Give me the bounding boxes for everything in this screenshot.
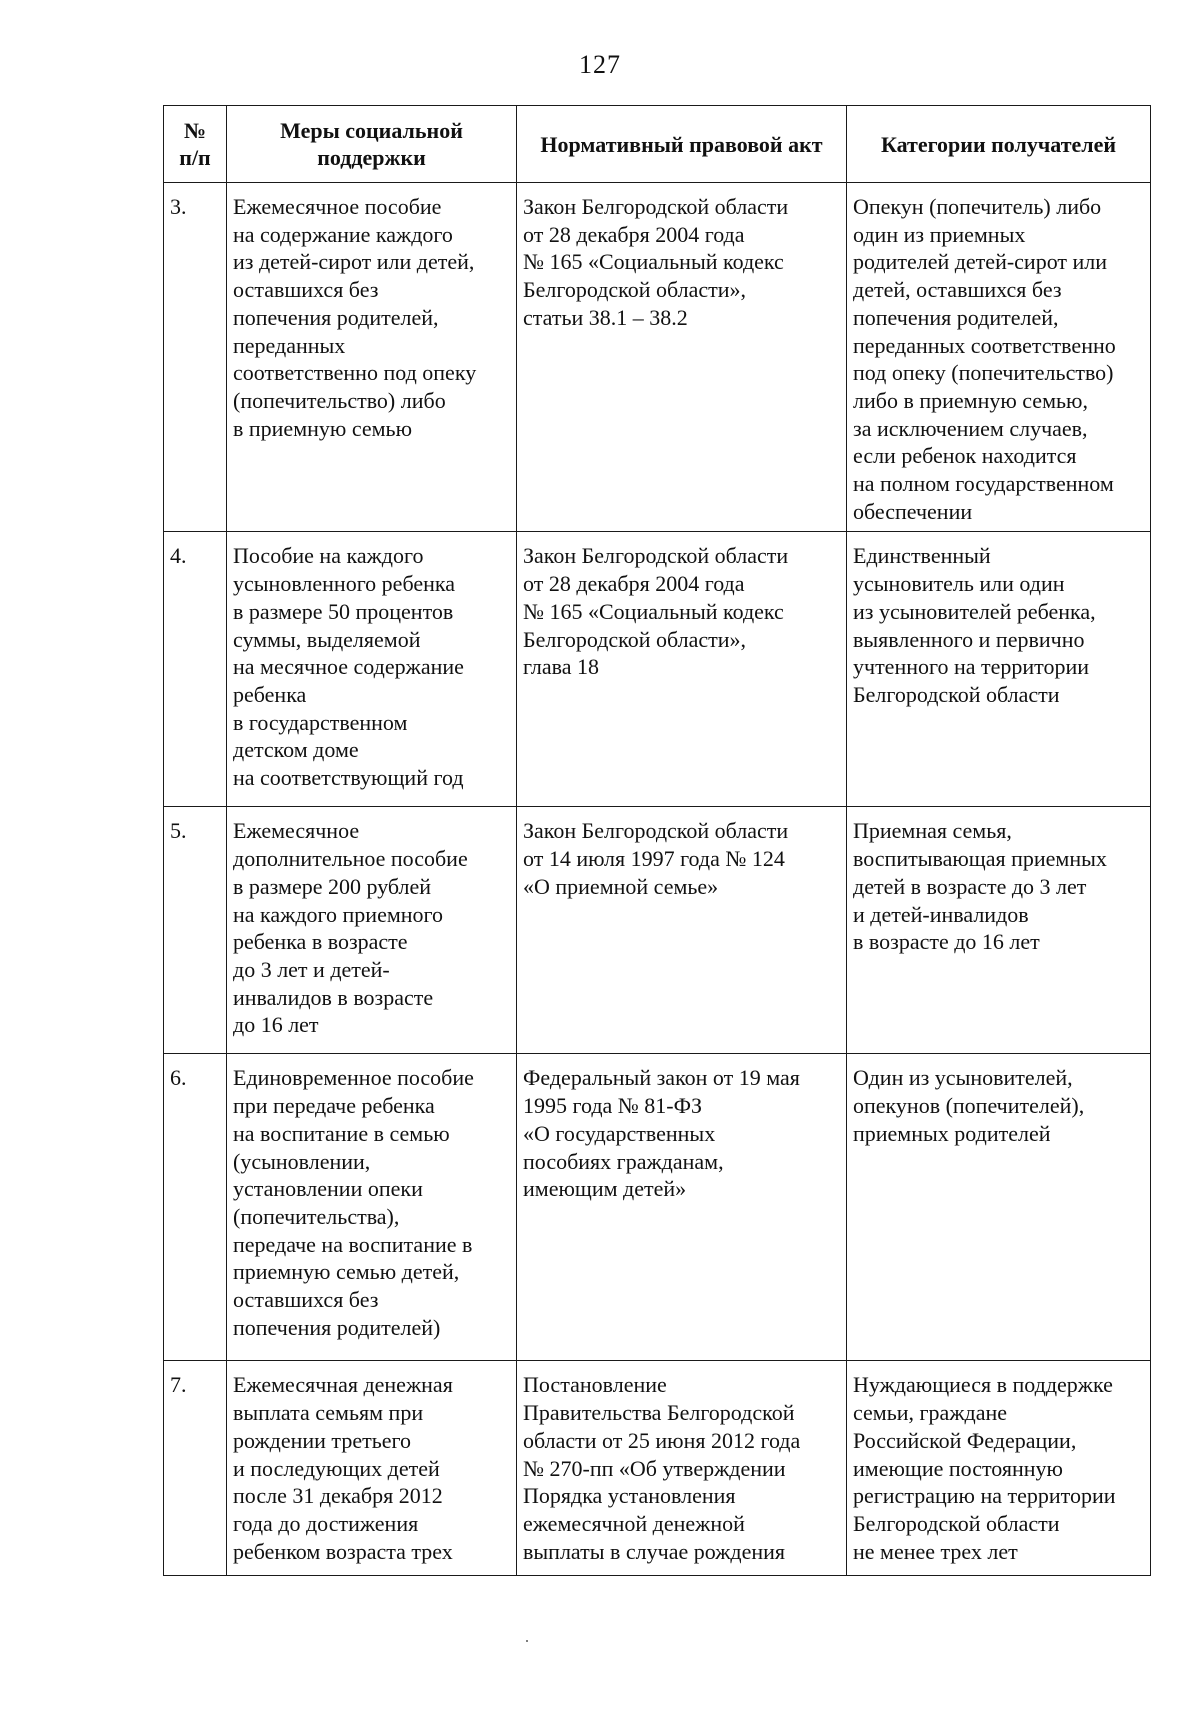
measure-cell: Ежемесячное дополнительное пособие в размере 200 рублей на каждого приемного ребенка в возрасте до 3 лет и детей- инвалидов в возрасте до 16 лет — [227, 807, 517, 1054]
table-row — [164, 183, 1151, 532]
recipients-cell: Приемная семья, воспитывающая приемных детей в возрасте до 3 лет и детей-инвалидов в возрасте до 16 лет — [847, 807, 1151, 1054]
row-number: 6. — [164, 1054, 227, 1361]
table-row — [164, 532, 1151, 807]
social-support-table — [163, 105, 1151, 1576]
measure-cell: Ежемесячное пособие на содержание каждого из детей-сирот или детей, оставшихся без попечения родителей, переданных соответственно под опеку (попечительство) либо в приемную семью — [227, 183, 517, 532]
legal-act-cell: Закон Белгородской области от 28 декабря 2004 года № 165 «Социальный кодекс Белгородской области», статьи 38.1 – 38.2 — [517, 183, 847, 532]
measure-cell: Единовременное пособие при передаче ребенка на воспитание в семью (усыновлении, установлении опеки (попечительства), передаче на воспитание в приемную семью детей, оставшихся без попечения родителей) — [227, 1054, 517, 1361]
table-row — [164, 1054, 1151, 1361]
row-number: 5. — [164, 807, 227, 1054]
header-recipients: Категории получателей — [847, 106, 1151, 183]
recipients-cell: Опекун (попечитель) либо один из приемных родителей детей-сирот или детей, оставшихся без попечения родителей, переданных соответственно под опеку (попечительство) либо в приемную семью, за исключением случаев, если ребенок находится на полном государственном обеспечении — [847, 183, 1151, 532]
row-number: 4. — [164, 532, 227, 807]
measure-cell: Пособие на каждого усыновленного ребенка в размере 50 процентов суммы, выделяемой на месячное содержание ребенка в государственном детском доме на соответствующий год — [227, 532, 517, 807]
header-legal-act: Нормативный правовой акт — [517, 106, 847, 183]
legal-act-cell: Федеральный закон от 19 мая 1995 года № 81-ФЗ «О государственных пособиях гражданам, имеющим детей» — [517, 1054, 847, 1361]
table-row — [164, 807, 1151, 1054]
legal-act-cell: Закон Белгородской области от 14 июля 1997 года № 124 «О приемной семье» — [517, 807, 847, 1054]
row-number: 7. — [164, 1361, 227, 1576]
recipients-cell: Единственный усыновитель или один из усыновителей ребенка, выявленного и первично учтенного на территории Белгородской области — [847, 532, 1151, 807]
recipients-cell: Один из усыновителей, опекунов (попечителей), приемных родителей — [847, 1054, 1151, 1361]
table-header-row — [164, 106, 1151, 183]
legal-act-cell: Закон Белгородской области от 28 декабря 2004 года № 165 «Социальный кодекс Белгородской области», глава 18 — [517, 532, 847, 807]
legal-act-cell: Постановление Правительства Белгородской области от 25 июня 2012 года № 270-пп «Об утверждении Порядка установления ежемесячной денежной выплаты в случае рождения — [517, 1361, 847, 1576]
header-measures: Меры социальной поддержки — [227, 106, 517, 183]
table-row — [164, 1361, 1151, 1576]
recipients-cell: Нуждающиеся в поддержке семьи, граждане Российской Федерации, имеющие постоянную регистрацию на территории Белгородской области не менее трех лет — [847, 1361, 1151, 1576]
page-number: 127 — [579, 50, 621, 79]
scan-speck — [526, 1640, 528, 1642]
measure-cell: Ежемесячная денежная выплата семьям при рождении третьего и последующих детей после 31 декабря 2012 года до достижения ребенком возраста трех — [227, 1361, 517, 1576]
row-number: 3. — [164, 183, 227, 532]
header-number: № п/п — [164, 106, 227, 183]
